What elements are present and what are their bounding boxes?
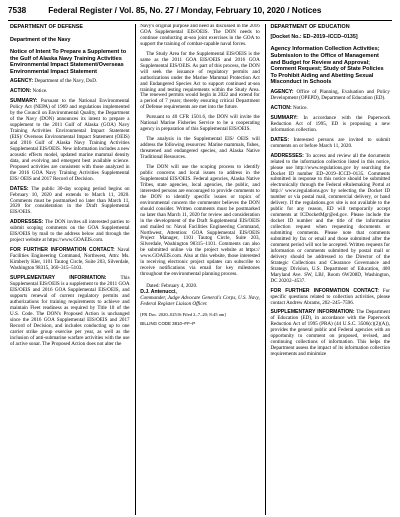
column-3 — [268, 24, 392, 515]
page-number: 7538 — [8, 6, 27, 15]
docket-number: [Docket No.: ED–2019–ICCD–0135] — [270, 33, 358, 40]
page-header — [8, 6, 392, 21]
dates-text: The public 30-day scoping period begins on February 10, 2020 and extends to March 11, 2020. Comments must be postmarked no later than March 11, 2020 for consideration in the Draft Supplemental EIS/OEIS. — [10, 185, 130, 216]
agency-text: Department of the Navy, DoD. — [34, 78, 98, 85]
agency-label: AGENCY: — [270, 89, 294, 96]
supplementary-label: SUPPLEMENTARY INFORMATION: — [270, 309, 355, 316]
journal-line: Federal Register / Vol. 85, No. 27 / Monday, February 10, 2020 / Notices — [48, 6, 322, 15]
summary-label: SUMMARY: — [10, 98, 38, 105]
further-info-text: Naval Facilities Engineering Command, Northwest, Attn: Ms. Kimberly Kler, 1101 Tautog Circle, Suite 203, Silverdale, Washington 98315, 360–315–5103. — [10, 247, 130, 272]
action-label: ACTION: — [270, 104, 292, 111]
supplementary-text: The Department of Education (ED), in accordance with the Paperwork Reduction Act of 1995 (PRA) (44 U.S.C. 3506(c)(2)(A)), provides the general public and Federal agencies with an opportunity to comment on proposed, revised, and continuing collections of information. This helps the Department assess the impact of its information collection requirements and minimize — [270, 309, 390, 358]
paragraph: Pursuant to 40 CFR 1501.6, the DON will invite the National Marine Fisheries Service to be a cooperating agency in preparation of this Supplemental EIS/OEIS. — [140, 114, 260, 133]
summary-label: SUMMARY: — [270, 114, 298, 121]
supplementary-text: This Supplemental EIS/OEIS is a supplement to the 2011 GOA EIS/OEIS and 2016 GOA Supplemental EIS/OEIS, and supports renewal of current regulatory permits and authorizations for training requirements to achieve and maintain Fleet readiness as required by Title 10 of the U.S. Code. The DON's Proposed Action is unchanged since the 2016 GOA Supplemental EIS/OEIS and 2017 Record of Decision, and includes conducting up to one carrier strike group exercise per year, as well as the inclusion of anti-submarine warfare activities with the use of active sonar. The Proposed Action does not alter the — [10, 275, 130, 347]
agency-text: Office of Planning, Evaluation and Policy Development (OPEPD), Department of Education (ED). — [270, 89, 390, 101]
action-text: Notice. — [32, 88, 48, 95]
summary-text: In accordance with the Paperwork Reduction Act of 1995, ED is proposing a new information collection. — [270, 114, 390, 133]
summary-text: Pursuant to the National Environmental Policy Act (NEPA) of 1969 and regulations implemented by the Council on Environmental Quality, the Department of the Navy (DON) announces its intent to prepare a supplement to the 2011 Gulf of Alaska (GOA) Navy Training Activities Environmental Impact Statement (EIS)/ Overseas Environmental Impact Statement (OEIS) and 2016 Gulf of Alaska Navy Training Activities Supplemental EIS/OEIS. New information includes a new acoustic effects model, updated marine mammal density data, and evolving and emergent best available science. Proposed activities are consistent with those analyzed in the 2016 GOA Navy Training Activities Supplemental EIS/ OEIS and 2017 Record of Decision. — [10, 98, 130, 182]
signer-title: Commander, Judge Advocate General's Corps, U.S. Navy, Federal Register Liaison Officer. — [140, 295, 260, 307]
action-label: ACTION: — [10, 88, 32, 95]
addresses-label: ADDRESSES: — [270, 152, 304, 159]
document-title: Notice of Intent To Prepare a Supplement to the Gulf of Alaska Navy Training Activities Environmental Impact Statement/Overseas Environmental Impact Statement — [10, 49, 127, 75]
paragraph: Navy's original purpose and need as discussed in the 2016 GOA Supplemental EIS/OEIS. The DON needs to continue conducting at-sea joint exercises in the GOA to support the training of combat-capable naval forces. — [140, 24, 260, 47]
further-info-label: FOR FURTHER INFORMATION CONTACT: — [270, 287, 379, 294]
column-2 — [138, 24, 262, 515]
signer-name: D.J. Antenucci, — [140, 289, 177, 296]
column-1 — [8, 24, 132, 515]
billing-code: BILLING CODE 3810–FF–P — [140, 320, 196, 326]
addresses-label: ADDRESSES: — [10, 219, 44, 226]
further-info-label: FOR FURTHER INFORMATION CONTACT: — [10, 247, 115, 254]
paragraph: The analysis in the Supplemental EIS/ OEIS will address the following resources: Marine mammals, fishes, threatened and endangered species, and Alaska Native Traditional Resources. — [140, 136, 260, 161]
dates-label: DATES: — [270, 136, 290, 143]
agency-heading: DEPARTMENT OF DEFENSE — [10, 24, 83, 30]
paragraph: The DON will use the scoping process to identify public concerns and local issues to address in the Supplemental EIS/OEIS. Federal agencies, Alaska Native Tribes, state agencies, local agencies, the public, and interested persons are encouraged to provide comments to the DON to identify specific issues or topics of environmental concern the commenter believes the DON should consider. Written comments must be postmarked no later than March 11, 2020 for review and consideration in the development of the Draft Supplemental EIS/OEIS and mailed to: Naval Facilities Engineering Command, Northwest, Attention: GOA Supplemental EIS/OEIS Project Manager, 1101 Tautog Circle, Suite 203, Silverdale, Washington 98315–1101. Comments can also be submitted online via the project website at https:// www.GOAEIS.com. Also at this website, those interested in receiving electronic project updates can subscribe to receive notifications via email for key milestones throughout the environmental planning process. — [140, 164, 260, 278]
dates-text: Interested persons are invited to submit comments on or before March 11, 2020. — [270, 136, 390, 149]
dates-label: DATES: — [10, 185, 29, 192]
signature-block — [140, 284, 260, 308]
further-info-text: For specific questions related to collection activities, please contact Andrew Abrams, 202–245–7596. — [270, 287, 390, 306]
column-divider — [135, 24, 136, 515]
supplementary-label: SUPPLEMENTARY INFORMATION: — [10, 275, 107, 282]
document-title: Agency Information Collection Activities; Submission to the Office of Management and Budget for Review and Approval; Comment Request; Study of State Policies To Prohibit Aiding and Abetting Sexual Misconduct in Schools — [270, 46, 384, 86]
columns — [8, 24, 392, 515]
column-divider — [265, 24, 266, 515]
dated-line: Dated: February 4, 2020. — [146, 283, 198, 290]
agency-heading: DEPARTMENT OF EDUCATION — [270, 24, 350, 30]
fr-doc-line: [FR Doc. 2020–02516 Filed 2–7–20; 8:45 am] — [140, 311, 226, 317]
paragraph: The Study Area for the Supplemental EIS/OEIS is the same as the 2011 GOA EIS/OEIS and 2016 GOA Supplemental EIS/OEIS. As part of this process, the DON will seek the issuance of regulatory permits and authorizations under the Marine Mammal Protection Act and Endangered Species Act to support continued at-sea training and testing requirements within the Study Area. The renewed permits would begin in 2022 and extend for a period of 7 years; thereby ensuring critical Department of Defense requirements are met into the future. — [140, 50, 260, 111]
addresses-text: To access and review all the documents related to the information collection listed in this notice, please use http://www.regulations.gov by searching the Docket ID number ED–2019–ICCD–0135. Comments submitted in response to this notice should be submitted electronically through the Federal eRulemaking Portal at http:// www.regulations.gov by selecting the Docket ID number or via postal mail, commercial delivery, or hand delivery. If the regulations.gov site is not available to the public for any reason, ED will temporarily accept comments at ICDocketMgr@ed.gov. Please include the docket ID number and the title of the information collection request when requesting documents or submitting comments. Please note that comments submitted by fax or email and those submitted after the comment period will not be accepted. Written requests for information or comments submitted by postal mail or delivery should be addressed to the Director of the Strategic Collections and Clearance Governance and Strategy Division, U.S. Department of Education, 400 Maryland Ave. SW, LBJ, Room 6W208D, Washington, DC 20202–4537. — [270, 152, 390, 284]
action-text: Notice. — [292, 104, 308, 111]
subagency-heading: Department of the Navy — [10, 36, 71, 43]
agency-label: AGENCY: — [10, 78, 34, 85]
addresses-text: The DON invites all interested parties to submit scoping comments on the GOA Supplemental EIS/OEIS by mail to the address below and through the project website at https://www.GOAEIS.com. — [10, 219, 130, 244]
